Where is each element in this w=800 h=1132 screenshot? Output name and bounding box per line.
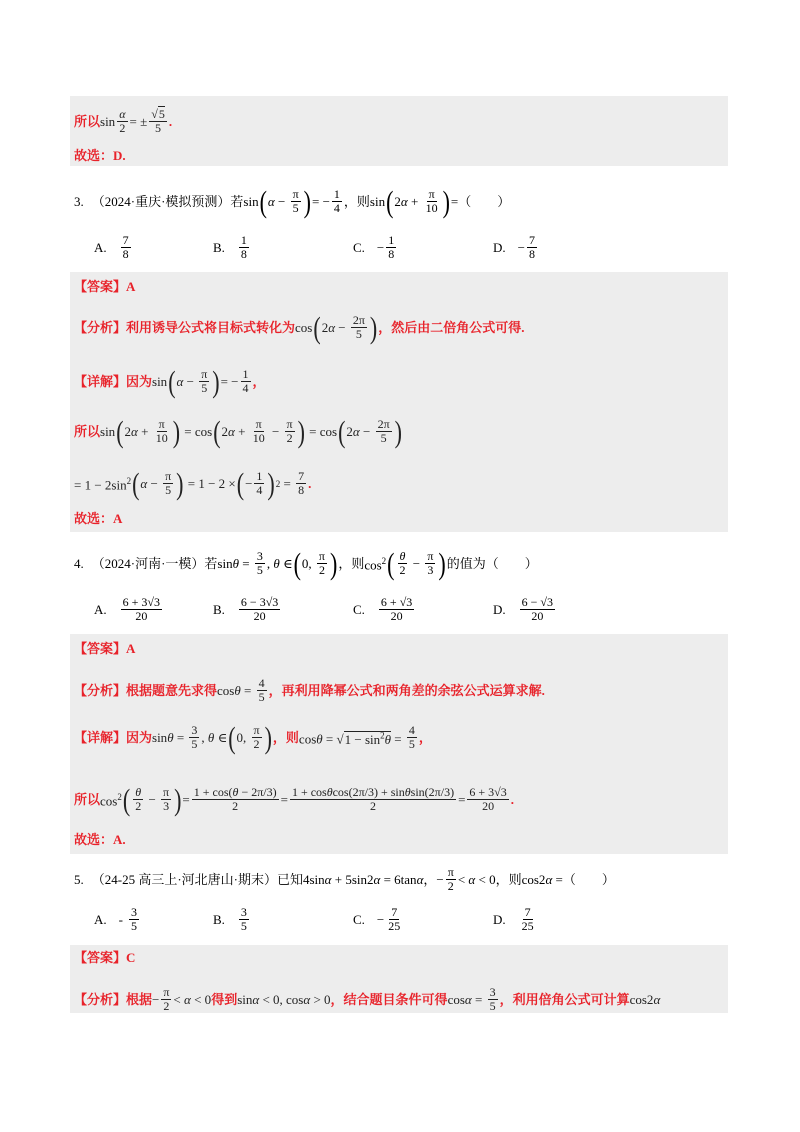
q5-number: 5. bbox=[74, 871, 84, 887]
q3-option-b[interactable]: B. $\frac{1}{8}$ bbox=[213, 233, 247, 261]
q3-derivation-1: 所以 sin ( 2α + $\frac{\pi}{10}$ ) = cos ( 2α + $\frac{\pi}{10}$ − $\frac{\pi}{2}$ ) = cos ( 2α − $\frac{2\pi}{5}$ ) bbox=[74, 413, 402, 449]
q3-derivation-2: = $1 - 2\sin^2$ ( α − $\frac{\pi}{5}$ ) = 1 − 2 × ( − $\frac{1}{4}$ ) 2 = $\frac{7}{8}$ . bbox=[74, 465, 312, 501]
q5-analysis: 【分析】根据 − $\frac{\pi}{2}$ < α < 0 得到 sinα < 0, cosα > 0 ，结合题目条件可得 cosα = $\frac{3}{5}$ ，利用倍角公式可计算 cos2α bbox=[74, 985, 661, 1013]
q5-option-b[interactable]: B. $\frac{3}{5}$ bbox=[213, 905, 247, 933]
block1-choice: 故选：D. bbox=[74, 148, 126, 163]
q5-option-a[interactable]: A. - $\frac{3}{5}$ bbox=[94, 905, 137, 933]
q4-number: 4. bbox=[74, 555, 84, 571]
q3-stem: 3. （2024·重庆·模拟预测）若 sin ( α − $\frac{\pi}{5}$ ) = − $\frac{1}{4}$ ，则 sin ( 2 α + $\frac{\pi}{10}$ ) = （ ） bbox=[74, 183, 511, 219]
q4-choice: 故选：A. bbox=[74, 832, 126, 847]
q5-stem: 5. （24-25 高三上·河北唐山·期末）已知 4sinα + 5sin2α = 6tanα ， − $\frac{\pi}{2}$ < α < 0 ，则 cos2α = （ ） bbox=[74, 865, 615, 893]
q3-detail: 【详解】因为 sin ( α − $\frac{\pi}{5}$ ) = − $\frac{1}{4}$ ， bbox=[74, 363, 266, 399]
q4-derivation: 所以 $\cos^2$ ( $\frac{\theta}{2}$ − $\frac{\pi}{3}$ ) = $\frac{1 + \cos(\theta - 2\pi/3)}{2}$ = $\frac{1 + \cos\theta\cos(2\pi/3) + \sin\theta\sin(2\pi/3)}{2}$ = $\frac{6 + 3√3}{20}$ . bbox=[74, 781, 515, 817]
q4-option-a[interactable]: A. $\frac{6 + 3√3}{20}$ bbox=[94, 595, 160, 623]
q5-answer: 【答案】C bbox=[74, 950, 136, 965]
block1-conclusion: 所以 sin $\frac{\alpha}{2}$ = ± $\frac{√5}{5}$ . bbox=[74, 107, 173, 135]
q4-option-d[interactable]: D. $\frac{6 - √3}{20}$ bbox=[493, 595, 553, 623]
q4-analysis: 【分析】根据题意先求得 cosθ = $\frac{4}{5}$ ，再利用降幂公式和两角差的余弦公式运算求解. bbox=[74, 676, 545, 704]
q4-stem: 4. （2024·河南·一模）若 sinθ = $\frac{3}{5}$ , θ ∈ ( 0, $\frac{\pi}{2}$ ) ，则 $\cos^2$ ( $\frac{\theta}{2}$ − $\frac{\pi}{3}$ ) 的值为（ ） bbox=[74, 545, 538, 581]
q3-option-a[interactable]: A. $\frac{7}{8}$ bbox=[94, 233, 129, 261]
q3-analysis: 【分析】利用诱导公式将目标式转化为 cos ( 2α − $\frac{2\pi}{5}$ ) ，然后由二倍角公式可得. bbox=[74, 309, 525, 345]
q4-option-c[interactable]: C. $\frac{6 + √3}{20}$ bbox=[353, 595, 413, 623]
q4-option-b[interactable]: B. $\frac{6 - 3√3}{20}$ bbox=[213, 595, 279, 623]
q5-option-c[interactable]: C. − $\frac{7}{25}$ bbox=[353, 905, 401, 933]
q3-choice: 故选：A bbox=[74, 511, 123, 526]
q4-detail: 【详解】因为 sinθ = $\frac{3}{5}$ , θ ∈ ( 0, $\frac{\pi}{2}$ ) ，则 $\cos\theta = √1 - \sin^2\theta$ = $\frac{4}{5}$ ， bbox=[74, 719, 432, 755]
q5-option-d[interactable]: D. $\frac{7}{25}$ bbox=[493, 905, 534, 933]
q3-number: 3. bbox=[74, 193, 84, 209]
q3-option-c[interactable]: C. − $\frac{1}{8}$ bbox=[353, 233, 395, 261]
q3-option-d[interactable]: D. − $\frac{7}{8}$ bbox=[493, 233, 535, 261]
q4-answer: 【答案】A bbox=[74, 641, 136, 656]
q3-answer: 【答案】A bbox=[74, 279, 136, 294]
